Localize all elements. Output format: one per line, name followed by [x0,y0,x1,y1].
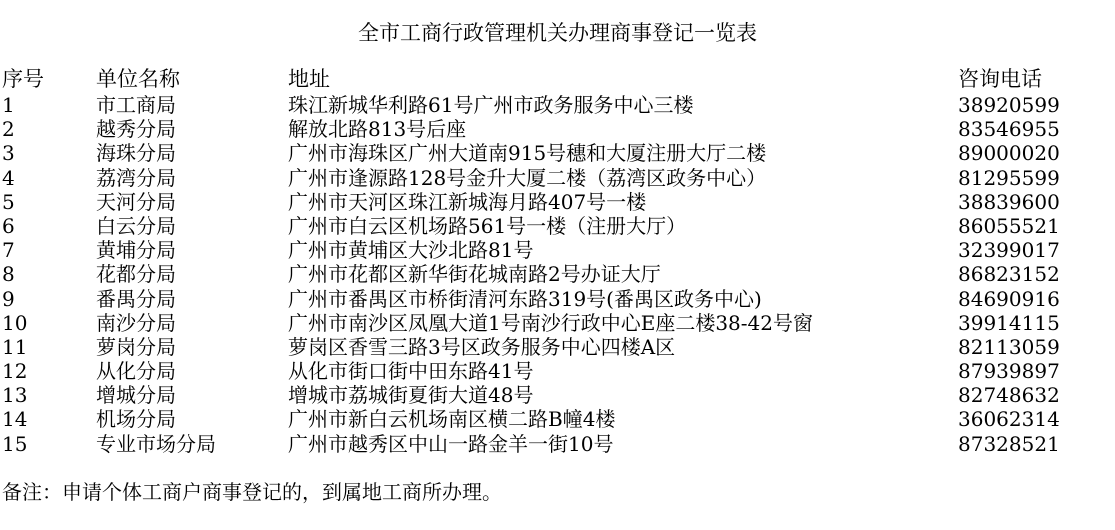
row-unit-name: 天河分局 [96,189,176,214]
row-phone: 89000020 [958,141,1060,166]
row-address: 广州市黄埔区大沙北路81号 [288,238,534,263]
row-address: 广州市越秀区中山一路金羊一街10号 [288,431,614,456]
row-phone: 82113059 [958,334,1060,359]
row-phone: 32399017 [958,238,1060,263]
row-no: 13 [2,383,28,408]
row-unit-name: 白云分局 [96,213,176,238]
table-row [2,311,1112,335]
row-no: 2 [2,117,15,142]
table-row [2,190,1112,214]
table-row [2,141,1112,165]
row-phone: 38920599 [958,93,1060,117]
row-address: 解放北路813号后座 [288,117,467,142]
row-no: 14 [2,407,28,432]
row-unit-name: 增城分局 [96,383,176,408]
registration-table [2,66,1112,456]
header-unit-name: 单位名称 [96,67,180,91]
row-unit-name: 海珠分局 [96,141,176,166]
row-no: 4 [2,165,15,190]
row-unit-name: 专业市场分局 [96,431,216,456]
row-no: 11 [2,334,28,359]
table-header-row [2,66,1112,93]
footnote: 备注：申请个体工商户商事登记的，到属地工商所办理。 [2,480,502,504]
table-row [2,214,1112,238]
row-address: 从化市街口街中田东路41号 [288,359,534,384]
row-address: 广州市南沙区凤凰大道1号南沙行政中心E座二楼38-42号窗 [288,310,813,335]
row-address: 增城市荔城街夏街大道48号 [288,383,534,408]
table-row [2,432,1112,456]
table-row [2,262,1112,286]
table-row [2,166,1112,190]
row-phone: 84690916 [958,286,1060,311]
row-unit-name: 萝岗分局 [96,334,176,359]
row-phone: 87328521 [958,431,1060,456]
row-phone: 87939897 [958,359,1060,384]
table-row [2,93,1112,117]
row-no: 10 [2,310,28,335]
header-no: 序号 [2,67,44,91]
row-unit-name: 黄埔分局 [96,238,176,263]
row-phone: 39914115 [958,310,1060,335]
table-row [2,407,1112,431]
row-no: 9 [2,286,15,311]
table-row [2,335,1112,359]
row-no: 15 [2,431,28,456]
table-row [2,383,1112,407]
row-address: 广州市白云区机场路561号一楼（注册大厅） [288,213,687,238]
table-row [2,117,1112,141]
row-no: 1 [2,93,15,117]
row-address: 广州市花都区新华街花城南路2号办证大厅 [288,262,661,287]
table-row [2,238,1112,262]
row-address: 广州市番禺区市桥街清河东路319号(番禺区政务中心) [288,286,762,311]
row-address: 广州市新白云机场南区横二路B幢4楼 [288,407,616,432]
row-unit-name: 市工商局 [96,93,176,117]
row-phone: 36062314 [958,407,1060,432]
row-unit-name: 南沙分局 [96,310,176,335]
row-address: 广州市天河区珠江新城海月路407号一楼 [288,189,647,214]
row-unit-name: 越秀分局 [96,117,176,142]
page-title: 全市工商行政管理机关办理商事登记一览表 [358,21,757,45]
row-no: 7 [2,238,15,263]
row-unit-name: 花都分局 [96,262,176,287]
header-phone: 咨询电话 [958,67,1042,91]
row-address: 萝岗区香雪三路3号区政务服务中心四楼A区 [288,334,676,359]
row-no: 3 [2,141,15,166]
row-unit-name: 番禺分局 [96,286,176,311]
row-address: 广州市海珠区广州大道南915号穗和大厦注册大厅二楼 [288,141,767,166]
row-phone: 86055521 [958,213,1060,238]
row-phone: 38839600 [958,189,1060,214]
row-phone: 81295599 [958,165,1060,190]
row-no: 5 [2,189,15,214]
row-unit-name: 从化分局 [96,359,176,384]
row-unit-name: 机场分局 [96,407,176,432]
table-body [2,93,1112,456]
row-phone: 82748632 [958,383,1060,408]
row-address: 珠江新城华利路61号广州市政务服务中心三楼 [288,93,694,117]
row-address: 广州市逢源路128号金升大厦二楼（荔湾区政务中心） [288,165,767,190]
header-address: 地址 [288,67,330,91]
row-no: 6 [2,213,15,238]
row-no: 8 [2,262,15,287]
row-no: 12 [2,359,28,384]
table-row [2,359,1112,383]
row-phone: 86823152 [958,262,1060,287]
row-unit-name: 荔湾分局 [96,165,176,190]
row-phone: 83546955 [958,117,1060,142]
table-row [2,287,1112,311]
